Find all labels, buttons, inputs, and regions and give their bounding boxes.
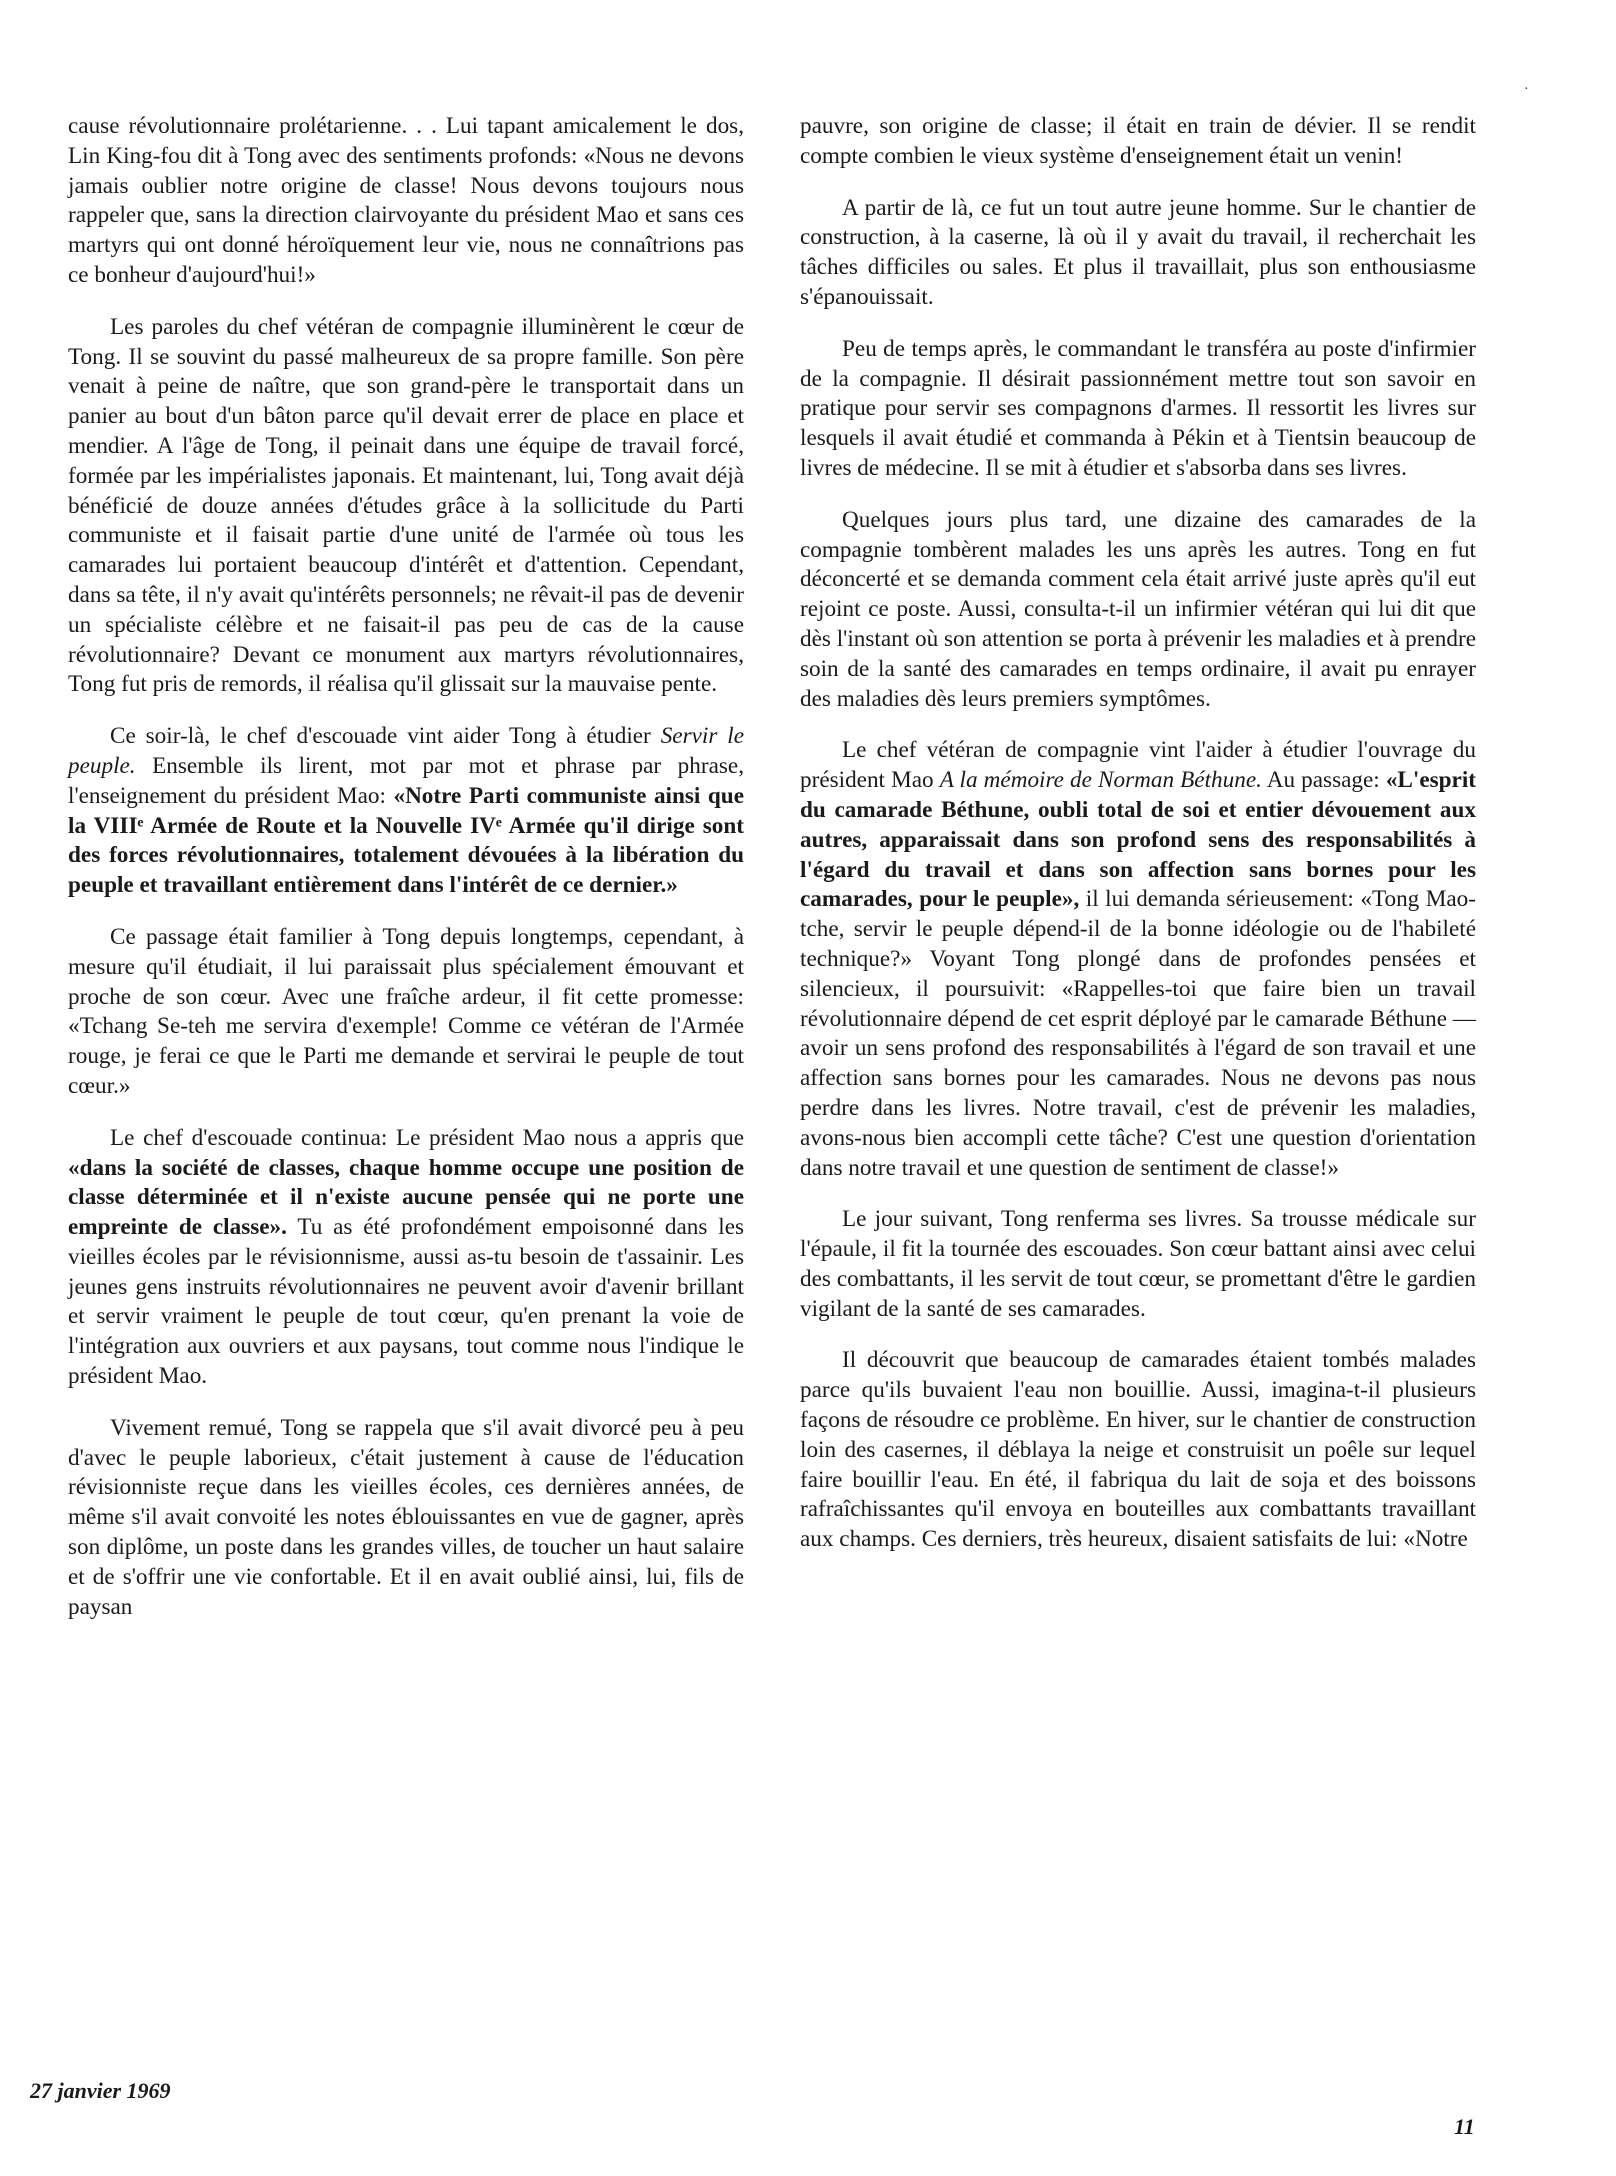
paragraph: Peu de temps après, le commandant le transféra au poste d'infirmier de la compagnie. Il désirait passionnément mettre tout son savoir en pratique pour servir ses compagnons d'armes. Il ressortit les livres sur lesquels il avait étudié et commanda à Pékin et à Tientsin beaucoup de livres de médecine. Il se mit à étudier et s'absorba dans ses livres.	[800, 335, 1476, 481]
text-run: Le chef d'escouade continua: Le président Mao nous a appris que	[110, 1124, 744, 1151]
page-number: 11	[1454, 2114, 1475, 2139]
mao-quotation: «Notre Parti communiste ainsi que la VIIIᵉ Armée de Route et la Nouvelle IVᵉ Armée qu'il dirige sont des forces révolutionnaires, totalement dévouées à la libération du peuple et travaillant entièrement dans l'intérêt de ce dernier.»	[68, 782, 744, 899]
paragraph: Ce passage était familier à Tong depuis longtemps, cependant, à mesure qu'il étudiait, il lui paraissait plus spécialement émouvant et proche de son cœur. Avec une fraîche ardeur, il fit cette promesse: «Tchang Se-teh me servira d'exemple! Comme ce vétéran de l'Armée rouge, je ferai ce que le Parti me demande et servirai le peuple de tout cœur.»	[68, 923, 744, 1099]
text-run: Le chef vétéran de compagnie vint l'aider à étudier l'ouvrage du président Mao	[800, 737, 1476, 794]
paragraph: Il découvrit que beaucoup de camarades étaient tombés malades parce qu'ils buvaient l'eau non bouillie. Aussi, imagina-t-il plusieurs façons de résoudre ce problème. En hiver, sur le chantier de construction loin des casernes, il déblaya la neige et construisit un poêle sur lequel faire bouillir l'eau. En été, il fabriqua du lait de soja et des boissons rafraîchissantes qu'il envoya en bouteilles aux combattants travaillant aux champs. Ces derniers, très heureux, disaient satisfaits de lui: «Notre	[800, 1347, 1476, 1553]
paragraph: Les paroles du chef vétéran de compagnie illuminèrent le cœur de Tong. Il se souvint du passé malheureux de sa propre famille. Son père venait à peine de naître, que son grand-père le transportait dans un panier au bout d'un bâton parce qu'il devait errer de place en place et mendier. A l'âge de Tong, il peinait dans une équipe de travail forcé, formée par les impérialistes japonais. Et maintenant, lui, Tong avait déjà bénéficié de douze années d'études grâce à la sollicitude du Parti communiste et il faisait partie d'une unité de l'armée où tous les camarades lui portaient beaucoup d'intérêt et d'attention. Cependant, dans sa tête, il n'y avait qu'intérêts personnels; ne rêvait-il pas de devenir un spécialiste célèbre et ne faisait-il pas peu de cas de la cause révolutionnaire? Devant ce monument aux martyrs révolutionnaires, Tong fut pris de remords, il réalisa qu'il glissait sur la mauvaise pente.	[68, 313, 744, 698]
text-run: Tu as été profondément empoisonné dans les vieilles écoles par le révisionnisme, aussi as-tu besoin de t'assainir. Les jeunes gens instruits révolutionnaires ne peuvent avoir d'avenir brillant et servir vraiment le peuple de tout cœur, qu'en prenant la voie de l'intégration aux ouvriers et aux paysans, tout comme nous l'indique le président Mao.	[68, 1214, 745, 1390]
text-run: Ensemble ils lirent, mot par mot et phrase par phrase, l'enseignement du président Mao:	[68, 752, 744, 809]
left-column	[68, 112, 744, 1644]
mao-quotation: «L'esprit du camarade Béthune, oubli total de soi et entier dévouement aux autres, apparaissait dans son profond sens des responsabilités à l'égard du travail et dans son affection sans bornes pour les camarades, pour le peuple»,	[800, 767, 1476, 913]
paragraph: pauvre, son origine de classe; il était en train de dévier. Il se rendit compte combien le vieux système d'enseignement était un venin!	[800, 113, 1476, 169]
paragraph	[68, 722, 744, 901]
book-title: Servir le peuple.	[68, 723, 744, 779]
paragraph: Vivement remué, Tong se rappela que s'il avait divorcé peu à peu d'avec le peuple laborieux, c'était justement à cause de l'éducation révisionniste reçue dans les vieilles écoles, ces dernières années, de même s'il avait convoité les notes éblouissantes en vue de gagner, après son diplôme, un poste dans les grandes villes, de toucher un haut salaire et de s'offrir une vie confortable. Et il en avait oublié ainsi, lui, fils de paysan	[68, 1414, 744, 1620]
paragraph: A partir de là, ce fut un tout autre jeune homme. Sur le chantier de construction, à la caserne, là où il y avait du travail, il recherchait les tâches difficiles ou sales. Et plus il travaillait, plus son enthousiasme s'épanouissait.	[800, 194, 1476, 310]
paragraph: cause révolutionnaire prolétarienne. . . Lui tapant amicalement le dos, Lin King-fou dit à Tong avec des sentiments profonds: «Nous ne devons jamais oublier notre origine de classe! Nous devons toujours nous rappeler que, sans la direction clairvoyante du président Mao et sans ces martyrs qui ont donné héroïquement leur vie, nous ne connaîtrions pas ce bonheur d'aujourd'hui!»	[68, 113, 744, 288]
mao-quotation: «dans la société de classes, chaque homme occupe une position de classe déterminée et il n'existe aucune pensée qui ne porte une empreinte de classe».	[68, 1154, 744, 1241]
text-run: Au passage:	[1261, 767, 1386, 794]
stray-mark: ·	[1524, 82, 1529, 97]
text-run: Ce soir-là, le chef d'escouade vint aider Tong à étudier	[110, 723, 661, 750]
paragraph	[800, 736, 1476, 1183]
paragraph: Le jour suivant, Tong renferma ses livres. Sa trousse médicale sur l'épaule, il fit la tournée des escouades. Son cœur battant ainsi avec celui des combattants, il les servit de tout cœur, se promettant d'être le gardien vigilant de la santé de ses camarades.	[800, 1206, 1476, 1322]
issue-date: 27 janvier 1969	[30, 2078, 171, 2103]
paragraph: Quelques jours plus tard, une dizaine des camarades de la compagnie tombèrent malades les uns après les autres. Tong en fut déconcerté et se demanda comment cela était arrivé juste après qu'il eut rejoint ce poste. Aussi, consulta-t-il un infirmier vétéran qui lui dit que dès l'instant où son attention se porta à prévenir les maladies et à prendre soin de la santé des camarades en temps ordinaire, il avait pu enrayer des maladies dès leurs premiers symptômes.	[800, 506, 1476, 712]
text-run: il lui demanda sérieusement: «Tong Mao-tche, servir le peuple dépend-il de la bonne idéologie ou de l'habileté technique?» Voyant Tong plongé dans de profondes pensées et silencieux, il poursuivit: «Rappelles-toi que faire bien un travail révolutionnaire dépend de cet esprit déployé par le camarade Béthune — avoir un sens profond des responsabilités à l'égard de son travail et une affection sans bornes pour les camarades. Nous ne devons pas nous perdre dans les livres. Notre travail, c'est de prévenir les maladies, avons-nous bien accompli cette tâche? C'est une question d'orientation dans notre travail et une question de sentiment de classe!»	[800, 886, 1477, 1181]
paragraph	[68, 1124, 744, 1392]
book-title: A la mémoire de Norman Béthune.	[939, 767, 1262, 794]
right-column	[800, 112, 1476, 1577]
